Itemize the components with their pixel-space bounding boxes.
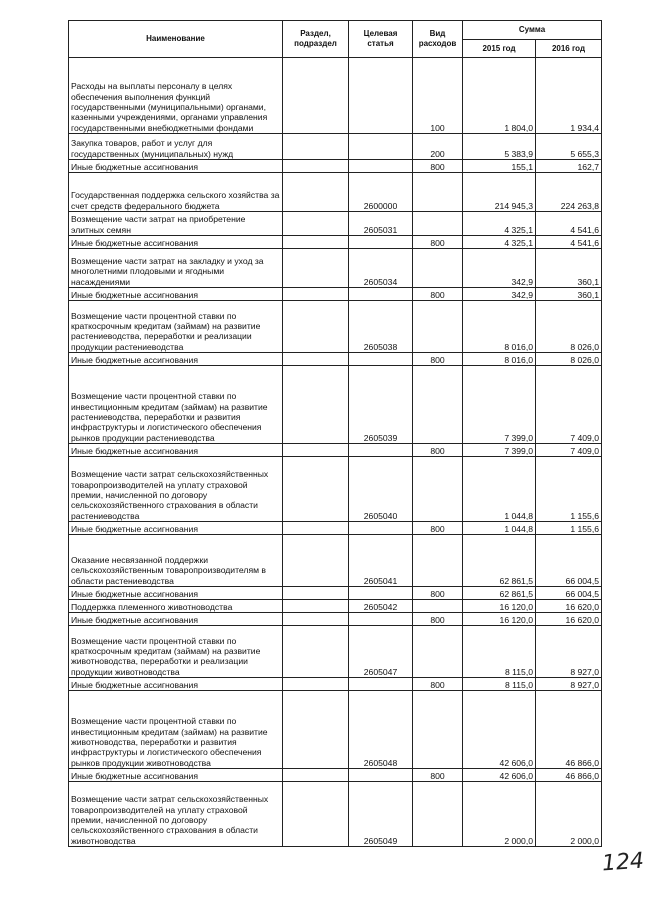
- row-target: [349, 613, 413, 626]
- row-section: [283, 236, 349, 249]
- header-sum: Сумма: [463, 21, 602, 40]
- row-expense-type: 800: [413, 353, 463, 366]
- row-target: [349, 288, 413, 301]
- row-sum-2015: 5 383,9: [463, 134, 536, 160]
- row-section: [283, 173, 349, 212]
- row-name: Расходы на выплаты персоналу в целях обеспечения выполнения функций государственными (муниципальными) органами, казенными учреждениями, органами управления государственными внебюджетными фондами: [69, 58, 283, 134]
- row-name: Иные бюджетные ассигнования: [69, 444, 283, 457]
- row-expense-type: [413, 457, 463, 522]
- table-row: [69, 444, 602, 457]
- row-sum-2016: 8 927,0: [536, 678, 602, 691]
- row-sum-2015: 16 120,0: [463, 600, 536, 613]
- row-expense-type: 800: [413, 236, 463, 249]
- table-row: [69, 535, 602, 587]
- row-target: 2605040: [349, 457, 413, 522]
- row-target: 2605039: [349, 366, 413, 444]
- row-sum-2016: 5 655,3: [536, 134, 602, 160]
- table-row: [69, 782, 602, 847]
- table-row: [69, 691, 602, 769]
- row-section: [283, 535, 349, 587]
- row-name: Возмещение части процентной ставки по инвестиционным кредитам (займам) на развитие животноводства, переработки и развития инфраструктуры и логистического обеспечения рынков продукции животноводства: [69, 691, 283, 769]
- header-year-2015: 2015 год: [463, 40, 536, 58]
- row-sum-2015: 342,9: [463, 288, 536, 301]
- row-expense-type: [413, 626, 463, 678]
- row-section: [283, 160, 349, 173]
- row-sum-2016: 16 620,0: [536, 613, 602, 626]
- table-row: [69, 769, 602, 782]
- row-sum-2015: 7 399,0: [463, 366, 536, 444]
- row-sum-2015: 16 120,0: [463, 613, 536, 626]
- row-name: Иные бюджетные ассигнования: [69, 613, 283, 626]
- row-target: 2605034: [349, 249, 413, 288]
- row-expense-type: [413, 301, 463, 353]
- row-sum-2016: 4 541,6: [536, 212, 602, 236]
- row-target: [349, 58, 413, 134]
- header-name: Наименование: [69, 21, 283, 58]
- header-section: Раздел, подраздел: [283, 21, 349, 58]
- row-section: [283, 301, 349, 353]
- row-sum-2016: 224 263,8: [536, 173, 602, 212]
- row-expense-type: 200: [413, 134, 463, 160]
- row-section: [283, 58, 349, 134]
- row-name: Иные бюджетные ассигнования: [69, 587, 283, 600]
- row-section: [283, 366, 349, 444]
- row-name: Оказание несвязанной поддержки сельскохозяйственным товаропроизводителям в области растениеводства: [69, 535, 283, 587]
- page-number: 124: [601, 848, 645, 877]
- row-section: [283, 522, 349, 535]
- row-name: Возмещение части затрат сельскохозяйственных товаропроизводителей на уплату страховой премии, начисленной по договору сельскохозяйственного страхования в области животноводства: [69, 782, 283, 847]
- row-expense-type: [413, 782, 463, 847]
- row-expense-type: 800: [413, 160, 463, 173]
- row-section: [283, 134, 349, 160]
- row-sum-2016: 66 004,5: [536, 587, 602, 600]
- table-row: [69, 288, 602, 301]
- row-target: [349, 353, 413, 366]
- table-row: [69, 522, 602, 535]
- row-target: [349, 444, 413, 457]
- row-name: Возмещение части процентной ставки по краткосрочным кредитам (займам) на развитие растениеводства, переработки и реализации продукции растениеводства: [69, 301, 283, 353]
- row-sum-2015: 8 115,0: [463, 626, 536, 678]
- row-name: Возмещение части затрат на закладку и уход за многолетними плодовыми и ягодными насаждениями: [69, 249, 283, 288]
- row-section: [283, 782, 349, 847]
- row-sum-2015: 42 606,0: [463, 691, 536, 769]
- row-sum-2015: 155,1: [463, 160, 536, 173]
- table-row: [69, 236, 602, 249]
- row-sum-2015: 8 016,0: [463, 353, 536, 366]
- row-sum-2016: 16 620,0: [536, 600, 602, 613]
- row-sum-2016: 360,1: [536, 288, 602, 301]
- row-target: [349, 769, 413, 782]
- table-row: [69, 353, 602, 366]
- row-expense-type: [413, 173, 463, 212]
- row-sum-2015: 1 804,0: [463, 58, 536, 134]
- row-expense-type: 800: [413, 613, 463, 626]
- row-name: Иные бюджетные ассигнования: [69, 678, 283, 691]
- table-row: [69, 212, 602, 236]
- row-section: [283, 353, 349, 366]
- row-sum-2015: 2 000,0: [463, 782, 536, 847]
- row-sum-2016: 162,7: [536, 160, 602, 173]
- row-section: [283, 678, 349, 691]
- row-section: [283, 587, 349, 600]
- row-target: [349, 587, 413, 600]
- row-name: Государственная поддержка сельского хозяйства за счет средств федерального бюджета: [69, 173, 283, 212]
- row-expense-type: [413, 212, 463, 236]
- row-section: [283, 626, 349, 678]
- row-sum-2016: 7 409,0: [536, 444, 602, 457]
- row-name: Иные бюджетные ассигнования: [69, 236, 283, 249]
- row-target: 2600000: [349, 173, 413, 212]
- row-section: [283, 613, 349, 626]
- table-row: [69, 134, 602, 160]
- table-row: [69, 626, 602, 678]
- table-row: [69, 587, 602, 600]
- row-name: Поддержка племенного животноводства: [69, 600, 283, 613]
- row-target: 2605048: [349, 691, 413, 769]
- row-target: 2605038: [349, 301, 413, 353]
- row-name: Закупка товаров, работ и услуг для государственных (муниципальных) нужд: [69, 134, 283, 160]
- row-expense-type: [413, 249, 463, 288]
- row-target: 2605049: [349, 782, 413, 847]
- row-section: [283, 444, 349, 457]
- row-expense-type: 100: [413, 58, 463, 134]
- row-name: Иные бюджетные ассигнования: [69, 160, 283, 173]
- row-section: [283, 600, 349, 613]
- row-sum-2016: 8 026,0: [536, 353, 602, 366]
- row-sum-2016: 1 155,6: [536, 522, 602, 535]
- row-name: Возмещение части процентной ставки по инвестиционным кредитам (займам) на развитие растениеводства, переработки и развития инфраструктуры и логистического обеспечения рынков продукции растениеводства: [69, 366, 283, 444]
- row-sum-2015: 1 044,8: [463, 522, 536, 535]
- row-expense-type: 800: [413, 678, 463, 691]
- row-sum-2015: 62 861,5: [463, 535, 536, 587]
- row-expense-type: [413, 366, 463, 444]
- row-name: Иные бюджетные ассигнования: [69, 288, 283, 301]
- table-row: [69, 366, 602, 444]
- row-sum-2015: 4 325,1: [463, 236, 536, 249]
- row-sum-2015: 214 945,3: [463, 173, 536, 212]
- row-sum-2015: 62 861,5: [463, 587, 536, 600]
- table-row: [69, 678, 602, 691]
- row-section: [283, 691, 349, 769]
- row-expense-type: 800: [413, 769, 463, 782]
- row-target: 2605031: [349, 212, 413, 236]
- row-section: [283, 288, 349, 301]
- row-target: 2605041: [349, 535, 413, 587]
- row-target: [349, 522, 413, 535]
- row-expense-type: [413, 535, 463, 587]
- row-target: [349, 678, 413, 691]
- row-sum-2016: 1 934,4: [536, 58, 602, 134]
- row-name: Возмещение части процентной ставки по краткосрочным кредитам (займам) на развитие животноводства, переработки и реализации продукции животноводства: [69, 626, 283, 678]
- row-sum-2015: 42 606,0: [463, 769, 536, 782]
- row-sum-2016: 1 155,6: [536, 457, 602, 522]
- table-row: [69, 160, 602, 173]
- table-row: [69, 457, 602, 522]
- row-expense-type: [413, 600, 463, 613]
- budget-table: [68, 20, 602, 847]
- row-target: [349, 134, 413, 160]
- row-sum-2015: 7 399,0: [463, 444, 536, 457]
- header-year-2016: 2016 год: [536, 40, 602, 58]
- row-sum-2016: 8 026,0: [536, 301, 602, 353]
- row-target: 2605042: [349, 600, 413, 613]
- row-sum-2016: 46 866,0: [536, 691, 602, 769]
- row-name: Возмещение части затрат сельскохозяйственных товаропроизводителей на уплату страховой премии, начисленной по договору сельскохозяйственного страхования в области растениеводства: [69, 457, 283, 522]
- row-sum-2015: 8 016,0: [463, 301, 536, 353]
- row-sum-2016: 4 541,6: [536, 236, 602, 249]
- row-name: Иные бюджетные ассигнования: [69, 522, 283, 535]
- table-row: [69, 600, 602, 613]
- row-section: [283, 249, 349, 288]
- row-sum-2016: 360,1: [536, 249, 602, 288]
- row-section: [283, 769, 349, 782]
- table-row: [69, 613, 602, 626]
- row-name: Возмещение части затрат на приобретение элитных семян: [69, 212, 283, 236]
- table-row: [69, 173, 602, 212]
- header-expense-type: Вид расходов: [413, 21, 463, 58]
- row-sum-2016: 66 004,5: [536, 535, 602, 587]
- row-section: [283, 212, 349, 236]
- row-sum-2016: 46 866,0: [536, 769, 602, 782]
- row-sum-2016: 2 000,0: [536, 782, 602, 847]
- row-expense-type: 800: [413, 288, 463, 301]
- row-sum-2015: 342,9: [463, 249, 536, 288]
- row-expense-type: 800: [413, 522, 463, 535]
- row-name: Иные бюджетные ассигнования: [69, 769, 283, 782]
- row-sum-2016: 8 927,0: [536, 626, 602, 678]
- row-expense-type: [413, 691, 463, 769]
- row-sum-2016: 7 409,0: [536, 366, 602, 444]
- table-row: [69, 301, 602, 353]
- row-name: Иные бюджетные ассигнования: [69, 353, 283, 366]
- table-row: [69, 249, 602, 288]
- row-target: 2605047: [349, 626, 413, 678]
- row-sum-2015: 1 044,8: [463, 457, 536, 522]
- header-target: Целевая статья: [349, 21, 413, 58]
- row-sum-2015: 8 115,0: [463, 678, 536, 691]
- row-sum-2015: 4 325,1: [463, 212, 536, 236]
- row-target: [349, 236, 413, 249]
- row-expense-type: 800: [413, 587, 463, 600]
- table-row: [69, 58, 602, 134]
- row-section: [283, 457, 349, 522]
- row-target: [349, 160, 413, 173]
- row-expense-type: 800: [413, 444, 463, 457]
